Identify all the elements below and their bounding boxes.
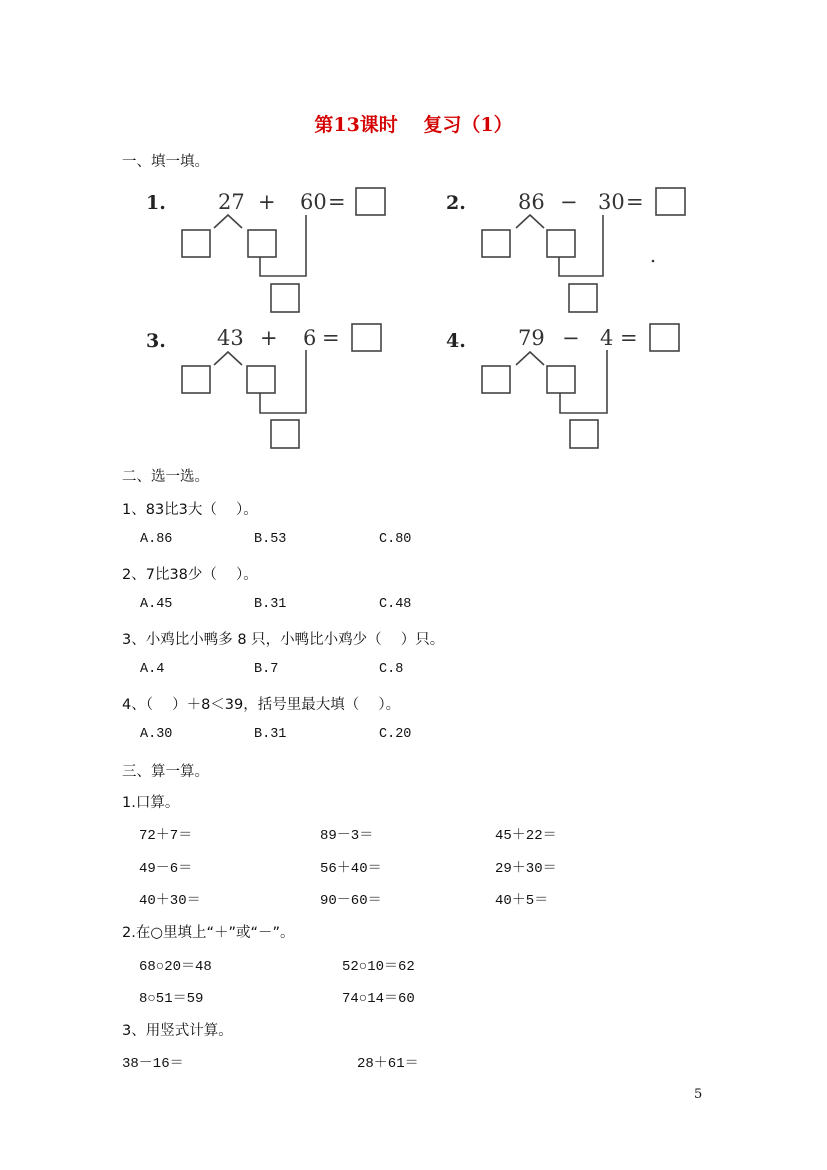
section3-heading: 三、算一算。 — [122, 764, 209, 780]
split-diagram-2 — [440, 180, 700, 320]
split-diagram-4 — [440, 318, 700, 458]
question-1: 1、83比3大（ ）。 — [122, 502, 258, 518]
option-b[interactable]: B.7 — [254, 662, 279, 677]
operand-a: 43 — [217, 326, 244, 350]
section2-heading: 二、选一选。 — [122, 469, 209, 485]
sum-box[interactable] — [569, 284, 597, 312]
problem-label: 3. — [146, 330, 166, 352]
oral-calc-item: 40＋5＝ — [495, 893, 549, 909]
operand-b: 6 — [303, 326, 317, 350]
oral-calc-item: 49－6＝ — [139, 861, 193, 877]
option-a[interactable]: A.86 — [140, 532, 173, 547]
operand-a: 79 — [518, 326, 545, 350]
split-box-right[interactable] — [247, 366, 275, 393]
split-box-right[interactable] — [547, 230, 575, 257]
fill-sign-item: 8○51＝59 — [139, 991, 204, 1007]
operator: − — [562, 326, 580, 350]
split-lines — [516, 352, 544, 365]
oral-calc-item: 45＋22＝ — [495, 828, 557, 844]
question-2: 2、7比38少（ ）。 — [122, 567, 258, 583]
split-lines — [214, 352, 242, 365]
option-a[interactable]: A.45 — [140, 597, 173, 612]
option-b[interactable]: B.53 — [254, 532, 287, 547]
page-title: 第13课时 复习（1） — [314, 114, 513, 136]
problem-label: 2. — [446, 192, 466, 214]
stray-dot — [652, 260, 655, 263]
vertical-calc-item: 38－16＝ — [122, 1056, 184, 1072]
equals-sign: = — [626, 190, 644, 214]
equals-sign: = — [620, 326, 638, 350]
question-4: 4、（ ）＋8＜39，括号里最大填（ ）。 — [122, 697, 401, 713]
problem-label: 4. — [446, 330, 466, 352]
part1-heading: 1.口算。 — [122, 795, 180, 811]
option-c[interactable]: C.8 — [379, 662, 404, 677]
answer-box[interactable] — [352, 324, 381, 351]
operand-b: 4 — [600, 326, 614, 350]
option-c[interactable]: C.20 — [379, 727, 412, 742]
operand-a: 27 — [218, 190, 245, 214]
split-box-left[interactable] — [182, 366, 210, 393]
question-3: 3、小鸡比小鸭多 8 只，小鸭比小鸡少（ ）只。 — [122, 632, 445, 648]
operand-b: 60 — [300, 190, 327, 214]
part2-heading: 2.在○里填上“＋”或“－”。 — [122, 925, 295, 941]
split-box-left[interactable] — [182, 230, 210, 257]
sum-box[interactable] — [271, 284, 299, 312]
vertical-calc-item: 28＋61＝ — [357, 1056, 419, 1072]
split-lines — [516, 215, 544, 228]
oral-calc-item: 89－3＝ — [320, 828, 374, 844]
fill-sign-item: 52○10＝62 — [342, 959, 415, 975]
split-lines — [214, 215, 242, 228]
sum-box[interactable] — [271, 420, 299, 448]
split-diagram-3 — [140, 318, 400, 458]
oral-calc-item: 56＋40＝ — [320, 861, 382, 877]
split-box-right[interactable] — [248, 230, 276, 257]
equals-sign: = — [322, 326, 340, 350]
option-a[interactable]: A.30 — [140, 727, 173, 742]
equals-sign: = — [328, 190, 346, 214]
operand-a: 86 — [518, 190, 545, 214]
option-a[interactable]: A.4 — [140, 662, 165, 677]
answer-box[interactable] — [650, 324, 679, 351]
option-b[interactable]: B.31 — [254, 727, 287, 742]
operator: − — [560, 190, 578, 214]
option-b[interactable]: B.31 — [254, 597, 287, 612]
answer-box[interactable] — [656, 188, 685, 215]
split-diagram-1 — [140, 180, 400, 320]
answer-box[interactable] — [356, 188, 385, 215]
split-box-left[interactable] — [482, 366, 510, 393]
option-c[interactable]: C.80 — [379, 532, 412, 547]
oral-calc-item: 72＋7＝ — [139, 828, 193, 844]
operator: + — [258, 190, 276, 214]
option-c[interactable]: C.48 — [379, 597, 412, 612]
split-box-right[interactable] — [547, 366, 575, 393]
operand-b: 30 — [598, 190, 625, 214]
fill-sign-item: 74○14＝60 — [342, 991, 415, 1007]
oral-calc-item: 90－60＝ — [320, 893, 382, 909]
sum-box[interactable] — [570, 420, 598, 448]
split-box-left[interactable] — [482, 230, 510, 257]
operator: + — [260, 326, 278, 350]
problem-label: 1. — [146, 192, 166, 214]
part3-heading: 3、用竖式计算。 — [122, 1023, 233, 1039]
oral-calc-item: 40＋30＝ — [139, 893, 201, 909]
fill-sign-item: 68○20＝48 — [139, 959, 212, 975]
page-number: 5 — [694, 1087, 703, 1102]
section1-heading: 一、填一填。 — [122, 154, 209, 170]
oral-calc-item: 29＋30＝ — [495, 861, 557, 877]
